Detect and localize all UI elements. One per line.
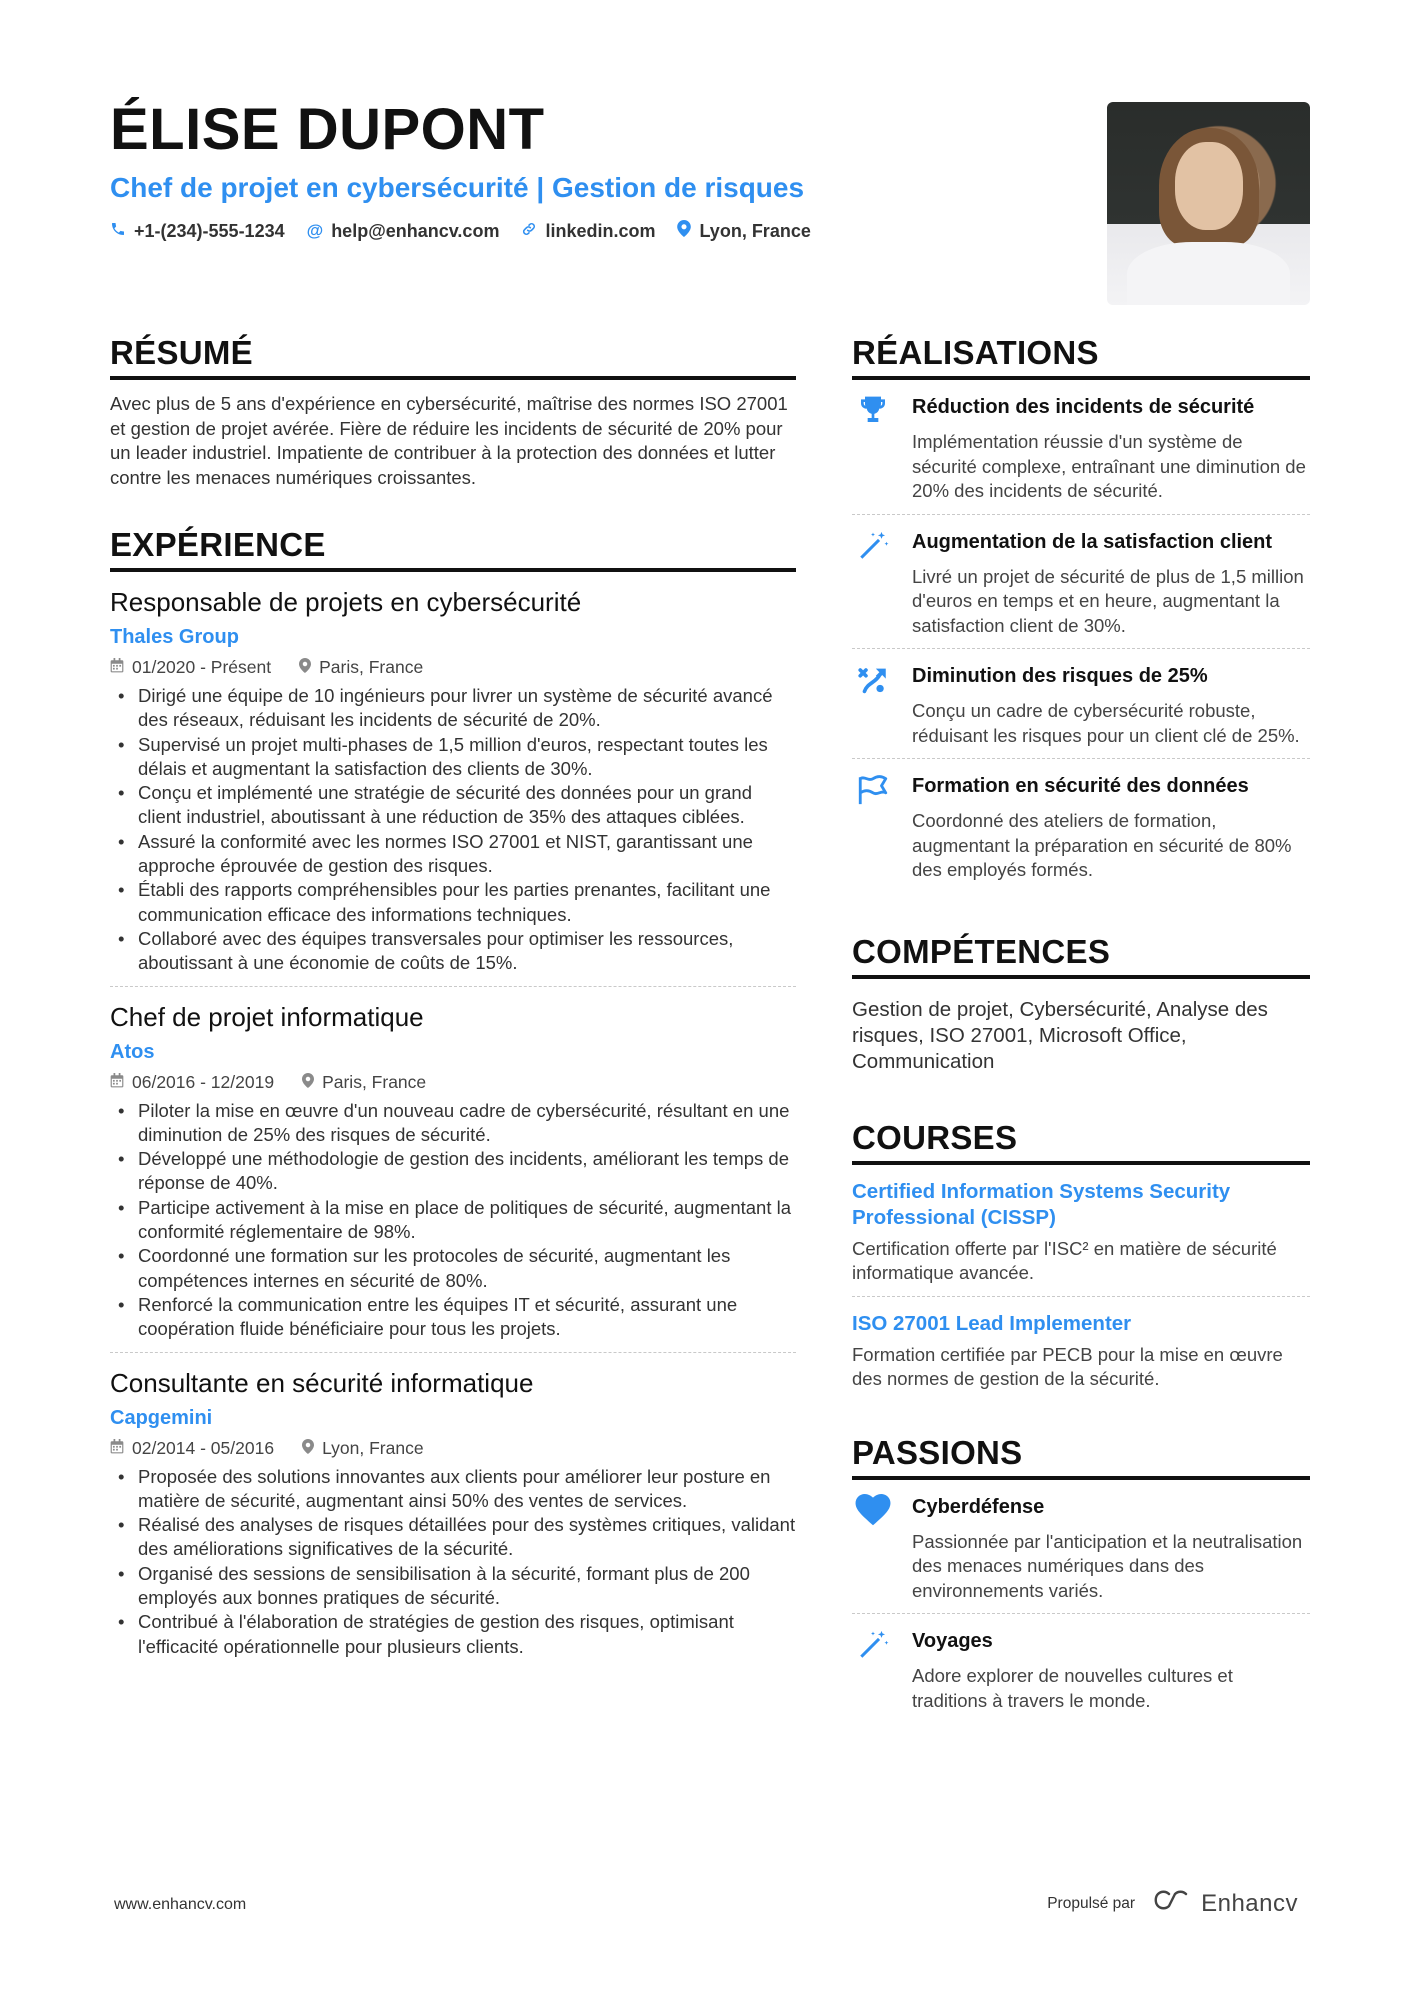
bullet-item: • Supervisé un projet multi-phases de 1,5 million d'euros, respectant toutes les délais et augmentant la satisfaction des clients de 30%. <box>110 733 796 782</box>
experience-section-title: EXPÉRIENCE <box>110 526 796 572</box>
job-title: Responsable de projets en cybersécurité <box>110 587 582 617</box>
achievement-desc: Livré un projet de sécurité de plus de 1,5 million d'euros en temps et en heure, augmentant la satisfaction client de 30%. <box>912 565 1304 636</box>
company-name: Atos <box>110 1040 155 1063</box>
job-location <box>302 1072 426 1093</box>
location-icon <box>302 1073 314 1092</box>
job-location <box>299 657 423 678</box>
job-meta <box>110 1072 796 1093</box>
flag-icon <box>852 773 894 883</box>
job-dates-text: 02/2014 - 05/2016 <box>132 1437 275 1458</box>
job-dates <box>110 1438 274 1459</box>
achievement-desc: Coordonné des ateliers de formation, augmentant la préparation en sécurité de 80% des employés formés. <box>912 810 1292 880</box>
contact-email-text: help@enhancv.com <box>331 220 500 241</box>
achievement-title: Diminution des risques de 25% <box>912 665 1208 687</box>
bullet-item: • Réalisé des analyses de risques détaillées pour des systèmes critiques, validant des améliorations significatives de la sécurité. <box>110 1513 796 1562</box>
phone-icon <box>110 221 126 242</box>
job-location-text: Paris, France <box>322 1071 427 1092</box>
bullet-item: • Organisé des sessions de sensibilisation à la sécurité, formant plus de 200 employés aux bonnes pratiques de sécurité. <box>110 1562 796 1611</box>
candidate-name: ÉLISE DUPONT <box>110 97 545 162</box>
courses-section-title: COURSES <box>852 1119 1310 1165</box>
link-icon <box>521 221 537 242</box>
bullet-item: • Contribué à l'élaboration de stratégies de gestion des risques, optimisant l'efficacité opérationnelle pour plusieurs clients. <box>110 1610 796 1659</box>
bullet-item: • Coordonné une formation sur les protocoles de sécurité, augmentant les compétences internes en sécurité de 80%. <box>110 1244 796 1293</box>
job-meta <box>110 1438 796 1459</box>
experience-divider <box>110 986 796 987</box>
bullet-item: • Assuré la conformité avec les normes ISO 27001 et NIST, garantissant une approche éprouvée de gestion des risques. <box>110 830 796 879</box>
candidate-headline: Chef de projet en cybersécurité | Gestion de risques <box>110 172 805 203</box>
brand-name: Enhancv <box>1201 1889 1298 1917</box>
passion-title: Voyages <box>912 1630 993 1652</box>
magic-wand-icon <box>852 1628 894 1713</box>
bullet-item: • Participe activement à la mise en place de politiques de sécurité, augmentant la conformité réglementaire de 98%. <box>110 1196 796 1245</box>
achievement-desc: Conçu un cadre de cybersécurité robuste, réduisant les risques pour un client clé de 25%. <box>912 700 1300 746</box>
achievement-item <box>852 649 1310 758</box>
contact-location <box>677 220 810 242</box>
course-desc: Formation certifiée par PECB pour la mise en œuvre des normes de gestion de la sécurité. <box>852 1343 1283 1389</box>
summary-section-title: RÉSUMÉ <box>110 334 796 380</box>
profile-photo <box>1107 102 1310 305</box>
at-icon: @ <box>306 221 324 240</box>
job-bullets <box>110 1099 796 1342</box>
course-divider <box>852 1296 1310 1297</box>
experience-item <box>110 586 796 987</box>
skills-text: Gestion de projet, Cybersécurité, Analyse des risques, ISO 27001, Microsoft Office, Communication <box>852 997 1268 1073</box>
resume-header <box>110 97 1110 242</box>
job-bullets <box>110 1465 796 1659</box>
job-bullets <box>110 684 796 976</box>
experience-divider <box>110 1352 796 1353</box>
contact-location-text: Lyon, France <box>699 220 811 241</box>
achievement-item <box>852 380 1310 514</box>
passions-section-title: PASSIONS <box>852 1434 1310 1480</box>
company-name: Capgemini <box>110 1406 213 1429</box>
enhancv-logo[interactable] <box>1149 1888 1298 1919</box>
enhancv-logo-icon <box>1149 1888 1193 1919</box>
job-dates-text: 01/2020 - Présent <box>132 657 272 677</box>
job-dates <box>110 1072 274 1093</box>
footer-branding <box>1047 1888 1298 1919</box>
achievement-item <box>852 515 1310 649</box>
heart-icon <box>852 1494 894 1604</box>
job-dates-text: 06/2016 - 12/2019 <box>132 1071 275 1092</box>
footer-website[interactable]: www.enhancv.com <box>114 1896 247 1913</box>
job-title: Consultante en sécurité informatique <box>110 1367 534 1398</box>
passion-desc: Adore explorer de nouvelles cultures et traditions à travers le monde. <box>912 1665 1233 1711</box>
calendar-icon <box>110 1439 124 1458</box>
calendar-icon <box>110 1073 124 1092</box>
bullet-item: • Dirigé une équipe de 10 ingénieurs pour livrer un système de sécurité avancé des réseaux, réduisant les incidents de sécurité de 20%. <box>110 684 796 733</box>
passion-item <box>852 1480 1310 1614</box>
contact-email[interactable] <box>307 220 500 242</box>
calendar-icon <box>110 658 124 677</box>
achievement-desc: Implémentation réussie d'un système de sécurité complexe, entraînant une diminution de 20% des incidents de sécurité. <box>912 431 1306 501</box>
achievement-title: Formation en sécurité des données <box>912 775 1249 797</box>
magic-wand-icon <box>852 529 894 639</box>
bullet-item: • Collaboré avec des équipes transversales pour optimiser les ressources, aboutissant à une économie de coûts de 15%. <box>110 927 796 976</box>
achievement-title: Réduction des incidents de sécurité <box>912 396 1255 418</box>
course-title: Certified Information Systems Security Professional (CISSP) <box>852 1179 1231 1229</box>
trophy-icon <box>852 394 894 504</box>
job-location <box>302 1438 424 1459</box>
contact-phone[interactable] <box>110 220 285 242</box>
achievement-title: Augmentation de la satisfaction client <box>912 530 1273 553</box>
company-name: Thales Group <box>110 626 239 648</box>
powered-by-text: Propulsé par <box>1047 1894 1136 1912</box>
bullet-item: • Renforcé la communication entre les équipes IT et sécurité, assurant une coopération fluide bénéficiaire pour tous les projets. <box>110 1293 796 1342</box>
job-dates <box>110 657 271 678</box>
passion-item <box>852 1614 1310 1723</box>
summary-text: Avec plus de 5 ans d'expérience en cybersécurité, maîtrise des normes ISO 27001 et gestion de projet avérée. Fière de réduire les incidents de sécurité de 20% pour un leader industriel. Impatiente de contribuer à la protection des données et lutter contre les menaces numériques croissantes. <box>110 393 788 488</box>
right-column <box>852 334 1310 1723</box>
achievements-section-title: RÉALISATIONS <box>852 334 1310 380</box>
job-meta <box>110 657 796 678</box>
skills-section-title: COMPÉTENCES <box>852 933 1310 979</box>
bullet-item: • Piloter la mise en œuvre d'un nouveau cadre de cybersécurité, résultant en une diminution de 25% des risques de sécurité. <box>110 1099 796 1148</box>
course-title: ISO 27001 Lead Implementer <box>852 1311 1132 1335</box>
location-icon <box>302 1439 314 1458</box>
location-icon <box>677 220 691 242</box>
contact-linkedin[interactable] <box>521 220 655 242</box>
job-location-text: Paris, France <box>319 657 424 677</box>
strategy-icon <box>852 663 894 748</box>
experience-item <box>110 1001 796 1353</box>
bullet-item: • Proposée des solutions innovantes aux clients pour améliorer leur posture en matière de sécurité, augmentant ainsi 50% des ventes de services. <box>110 1465 796 1514</box>
job-location-text: Lyon, France <box>322 1437 424 1458</box>
contact-list <box>110 220 1110 242</box>
bullet-item: • Conçu et implémenté une stratégie de sécurité des données pour un grand client industriel, aboutissant à une réduction de 35% des attaques ciblées. <box>110 781 796 830</box>
contact-linkedin-text: linkedin.com <box>545 220 656 241</box>
bullet-item: • Développé une méthodologie de gestion des incidents, améliorant les temps de réponse de 40%. <box>110 1147 796 1196</box>
contact-phone-text: +1-(234)-555-1234 <box>134 220 285 241</box>
achievement-item <box>852 759 1310 893</box>
passion-desc: Passionnée par l'anticipation et la neutralisation des menaces numériques dans des environnements variés. <box>912 1530 1303 1601</box>
location-icon <box>299 658 311 677</box>
experience-item <box>110 1367 796 1659</box>
course-desc: Certification offerte par l'ISC² en matière de sécurité informatique avancée. <box>852 1237 1277 1283</box>
job-title: Chef de projet informatique <box>110 1001 424 1032</box>
bullet-item: • Établi des rapports compréhensibles pour les parties prenantes, facilitant une communication efficace des informations techniques. <box>110 878 796 927</box>
passion-title: Cyberdéfense <box>912 1495 1045 1518</box>
left-column <box>110 334 796 1659</box>
